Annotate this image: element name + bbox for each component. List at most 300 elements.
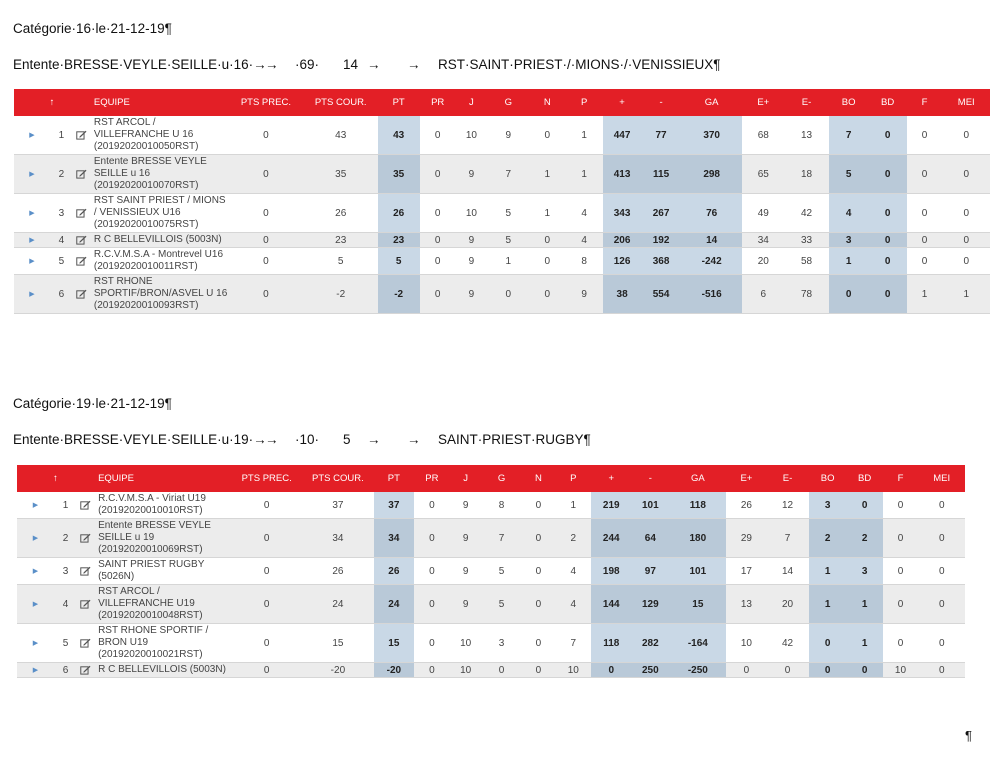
cell-ga: 15 [669, 585, 726, 624]
cell-team: RST ARCOL / VILLEFRANCHE U19 (20192020010048RST) [94, 585, 231, 624]
cell-team: R C BELLEVILLOIS (5003N) [90, 233, 228, 248]
cell-f: 10 [883, 663, 919, 678]
cell-bo: 0 [809, 624, 847, 663]
cell-g: 0 [481, 663, 521, 678]
match-home-team: Entente·BRESSE·VEYLE·SEILLE·u·19·→ [13, 432, 267, 447]
cell-g: 9 [487, 116, 529, 155]
cell-pts-prec: 0 [228, 248, 304, 275]
match-away-team: SAINT·PRIEST·RUGBY¶ [438, 432, 591, 447]
cell-ga: 298 [681, 155, 742, 194]
cell-pt: 34 [374, 519, 414, 558]
header-ga: GA [681, 89, 742, 116]
cell-bd: 3 [847, 558, 883, 585]
header-j: J [456, 89, 488, 116]
cell-minus: 115 [641, 155, 681, 194]
cell-bo: 0 [829, 275, 869, 314]
cell-p: 4 [565, 194, 603, 233]
table-row [14, 155, 990, 194]
header-pts-prec: PTS PREC. [231, 465, 302, 492]
match-arrow: → [407, 432, 421, 447]
cell-e-minus: 33 [784, 233, 828, 248]
cell-pr: 0 [420, 275, 456, 314]
cell-f: 0 [907, 155, 943, 194]
match-arrow: → [367, 57, 381, 72]
cell-pts-cour: 26 [302, 558, 374, 585]
match-arrow: → [367, 432, 381, 447]
cell-j: 9 [450, 585, 482, 624]
header-pts-prec: PTS PREC. [228, 89, 304, 116]
cell-mei: 0 [942, 116, 990, 155]
cell-e-plus: 26 [726, 492, 766, 519]
edit-icon[interactable] [77, 519, 94, 558]
cell-pt: 24 [374, 585, 414, 624]
cell-f: 0 [883, 519, 919, 558]
table-header-row [17, 465, 965, 492]
cell-f: 0 [907, 233, 943, 248]
cell-p: 4 [555, 558, 591, 585]
cell-p: 1 [555, 492, 591, 519]
paragraph-mark: ¶ [965, 728, 972, 743]
edit-icon[interactable] [77, 492, 94, 519]
cell-n: 0 [529, 233, 565, 248]
cell-pts-cour: 23 [304, 233, 378, 248]
header-j: J [450, 465, 482, 492]
cell-e-minus: 12 [766, 492, 808, 519]
cell-team: RST RHONE SPORTIF/BRON/ASVEL U 16 (20192020010093RST) [90, 275, 228, 314]
cell-j: 10 [450, 624, 482, 663]
match-away-team: RST·SAINT·PRIEST·/·MIONS·/·VENISSIEUX¶ [438, 57, 721, 72]
cell-bd: 0 [869, 248, 907, 275]
cell-team: Entente BRESSE VEYLE SEILLE u 16 (20192020010070RST) [90, 155, 228, 194]
cell-rank: 5 [54, 624, 77, 663]
cell-j: 9 [450, 492, 482, 519]
cell-bd: 2 [847, 519, 883, 558]
edit-icon[interactable] [73, 155, 90, 194]
cell-bo: 5 [829, 155, 869, 194]
table-row [14, 248, 990, 275]
cell-ga: -516 [681, 275, 742, 314]
cell-g: 5 [481, 585, 521, 624]
match-result-2 [13, 432, 773, 450]
header-plus: + [603, 89, 641, 116]
edit-icon[interactable] [77, 585, 94, 624]
cell-bd: 0 [869, 155, 907, 194]
cell-plus: 219 [591, 492, 631, 519]
header-e-minus: E- [784, 89, 828, 116]
header-pts-cour: PTS COUR. [302, 465, 374, 492]
cell-mei: 0 [942, 233, 990, 248]
cell-pr: 0 [420, 155, 456, 194]
cell-minus: 97 [631, 558, 669, 585]
header-f: F [883, 465, 919, 492]
cell-pr: 0 [414, 492, 450, 519]
cell-p: 8 [565, 248, 603, 275]
expand-arrow-icon[interactable]: ▶ [14, 155, 50, 194]
cell-minus: 101 [631, 492, 669, 519]
cell-plus: 447 [603, 116, 641, 155]
cell-ga: -250 [669, 663, 726, 678]
cell-ga: 76 [681, 194, 742, 233]
header-bo: BO [829, 89, 869, 116]
cell-p: 10 [555, 663, 591, 678]
cell-g: 5 [487, 233, 529, 248]
cell-pts-prec: 0 [231, 663, 302, 678]
cell-f: 1 [907, 275, 943, 314]
cell-e-minus: 78 [784, 275, 828, 314]
cell-bd: 0 [847, 663, 883, 678]
cell-j: 10 [456, 116, 488, 155]
cell-e-minus: 42 [784, 194, 828, 233]
cell-e-plus: 10 [726, 624, 766, 663]
cell-p: 4 [555, 585, 591, 624]
cell-minus: 368 [641, 248, 681, 275]
cell-g: 5 [487, 194, 529, 233]
cell-p: 9 [565, 275, 603, 314]
cell-e-plus: 49 [742, 194, 784, 233]
cell-f: 0 [907, 194, 943, 233]
cell-pr: 0 [414, 585, 450, 624]
edit-icon[interactable] [77, 624, 94, 663]
cell-e-minus: 18 [784, 155, 828, 194]
cell-p: 1 [565, 116, 603, 155]
cell-pt: -2 [378, 275, 420, 314]
cell-pt: 5 [378, 248, 420, 275]
cell-bo: 1 [809, 558, 847, 585]
cell-plus: 126 [603, 248, 641, 275]
cell-pts-prec: 0 [228, 275, 304, 314]
cell-e-minus: 7 [766, 519, 808, 558]
cell-e-minus: 0 [766, 663, 808, 678]
header-mei: MEI [942, 89, 990, 116]
cell-pr: 0 [420, 233, 456, 248]
table-row [17, 624, 965, 663]
cell-ga: 180 [669, 519, 726, 558]
cell-ga: 118 [669, 492, 726, 519]
cell-ga: -242 [681, 248, 742, 275]
header-e-plus: E+ [742, 89, 784, 116]
cell-f: 0 [883, 492, 919, 519]
header-g: G [481, 465, 521, 492]
table-row [14, 233, 990, 248]
cell-rank: 6 [50, 275, 73, 314]
cell-f: 0 [883, 624, 919, 663]
table-row [17, 519, 965, 558]
cell-e-minus: 20 [766, 585, 808, 624]
header-minus: - [631, 465, 669, 492]
table-row [17, 585, 965, 624]
cell-team: RST SAINT PRIEST / MIONS / VENISSIEUX U16 (20192020010075RST) [90, 194, 228, 233]
match-score-away: 14 [343, 57, 359, 72]
cell-pts-cour: 5 [304, 248, 378, 275]
expand-arrow-icon[interactable]: ▶ [17, 492, 54, 519]
cell-n: 0 [522, 624, 556, 663]
cell-bo: 3 [829, 233, 869, 248]
edit-icon[interactable] [73, 233, 90, 248]
cell-pts-prec: 0 [231, 558, 302, 585]
match-arrow: → [265, 57, 279, 72]
match-score-home: ·69· [295, 57, 320, 72]
match-score-home: ·10· [295, 432, 320, 447]
cell-pts-cour: 15 [302, 624, 374, 663]
cell-team: R.C.V.M.S.A - Viriat U19 (20192020010010RST) [94, 492, 231, 519]
cell-team: SAINT PRIEST RUGBY (5026N) [94, 558, 231, 585]
table-row [17, 558, 965, 585]
cell-bd: 0 [869, 275, 907, 314]
cell-pt: 26 [378, 194, 420, 233]
cell-pts-cour: 35 [304, 155, 378, 194]
table-row [14, 194, 990, 233]
cell-rank: 4 [54, 585, 77, 624]
cell-pt: 37 [374, 492, 414, 519]
header-pt: PT [374, 465, 414, 492]
header-bd: BD [869, 89, 907, 116]
cell-mei: 0 [942, 155, 990, 194]
cell-j: 9 [450, 519, 482, 558]
cell-team: RST RHONE SPORTIF / BRON U19 (20192020010021RST) [94, 624, 231, 663]
edit-icon[interactable] [73, 194, 90, 233]
header-p: P [555, 465, 591, 492]
cell-j: 9 [456, 248, 488, 275]
expand-arrow-icon[interactable]: ▶ [14, 248, 50, 275]
cell-g: 5 [481, 558, 521, 585]
cell-mei: 1 [942, 275, 990, 314]
cell-pr: 0 [420, 194, 456, 233]
cell-e-plus: 65 [742, 155, 784, 194]
cell-pts-cour: 37 [302, 492, 374, 519]
header-f: F [907, 89, 943, 116]
cell-e-plus: 6 [742, 275, 784, 314]
cell-rank: 2 [50, 155, 73, 194]
edit-icon[interactable] [77, 558, 94, 585]
table-header-row [14, 89, 990, 116]
cell-n: 0 [529, 116, 565, 155]
cell-bo: 4 [829, 194, 869, 233]
standings-table-u19 [17, 465, 965, 678]
expand-arrow-icon[interactable]: ▶ [14, 116, 50, 155]
header-team: EQUIPE [94, 465, 231, 492]
cell-team: Entente BRESSE VEYLE SEILLE u 19 (20192020010069RST) [94, 519, 231, 558]
table-row [14, 275, 990, 314]
cell-pts-prec: 0 [231, 492, 302, 519]
edit-icon[interactable] [73, 116, 90, 155]
table-row [17, 492, 965, 519]
cell-pr: 0 [414, 519, 450, 558]
cell-pt: 23 [378, 233, 420, 248]
header-n: N [529, 89, 565, 116]
cell-j: 10 [450, 663, 482, 678]
cell-e-minus: 58 [784, 248, 828, 275]
cell-pts-prec: 0 [231, 624, 302, 663]
header-p: P [565, 89, 603, 116]
category-heading-1: Catégorie·16·le·21-12-19¶ [13, 21, 172, 36]
header-ga: GA [669, 465, 726, 492]
header-e-plus: E+ [726, 465, 766, 492]
edit-icon[interactable] [73, 248, 90, 275]
expand-arrow-icon[interactable]: ▶ [17, 663, 54, 678]
cell-pts-prec: 0 [228, 116, 304, 155]
cell-team: RST ARCOL / VILLEFRANCHE U 16 (20192020010050RST) [90, 116, 228, 155]
cell-minus: 192 [641, 233, 681, 248]
cell-bo: 3 [809, 492, 847, 519]
header-sort[interactable]: ↑ [14, 89, 90, 116]
cell-mei: 0 [918, 585, 965, 624]
cell-p: 1 [565, 155, 603, 194]
header-g: G [487, 89, 529, 116]
expand-arrow-icon[interactable]: ▶ [14, 194, 50, 233]
cell-mei: 0 [918, 519, 965, 558]
cell-p: 2 [555, 519, 591, 558]
cell-pts-prec: 0 [228, 233, 304, 248]
expand-arrow-icon[interactable]: ▶ [17, 519, 54, 558]
cell-bd: 0 [869, 116, 907, 155]
cell-rank: 1 [50, 116, 73, 155]
cell-e-plus: 29 [726, 519, 766, 558]
header-sort[interactable]: ↑ [17, 465, 94, 492]
cell-n: 0 [522, 558, 556, 585]
cell-j: 10 [456, 194, 488, 233]
cell-n: 0 [522, 585, 556, 624]
cell-bo: 1 [829, 248, 869, 275]
match-arrow: → [265, 432, 279, 447]
cell-pr: 0 [414, 663, 450, 678]
cell-pt: 35 [378, 155, 420, 194]
match-arrow: → [407, 57, 421, 72]
header-mei: MEI [918, 465, 965, 492]
cell-e-plus: 0 [726, 663, 766, 678]
expand-arrow-icon[interactable]: ▶ [17, 624, 54, 663]
cell-g: 7 [487, 155, 529, 194]
header-team: EQUIPE [90, 89, 228, 116]
cell-plus: 413 [603, 155, 641, 194]
cell-pts-prec: 0 [231, 519, 302, 558]
cell-n: 0 [529, 248, 565, 275]
table-row [17, 663, 965, 678]
cell-f: 0 [907, 116, 943, 155]
expand-arrow-icon[interactable]: ▶ [17, 558, 54, 585]
cell-pt: 15 [374, 624, 414, 663]
cell-mei: 0 [918, 558, 965, 585]
cell-plus: 206 [603, 233, 641, 248]
cell-rank: 2 [54, 519, 77, 558]
cell-bd: 0 [847, 492, 883, 519]
expand-arrow-icon[interactable]: ▶ [17, 585, 54, 624]
expand-arrow-icon[interactable]: ▶ [14, 275, 50, 314]
match-result-1 [13, 57, 773, 75]
cell-bd: 0 [869, 233, 907, 248]
cell-pts-cour: 26 [304, 194, 378, 233]
cell-p: 7 [555, 624, 591, 663]
cell-g: 0 [487, 275, 529, 314]
cell-j: 9 [450, 558, 482, 585]
cell-pts-cour: -2 [304, 275, 378, 314]
cell-pt: -20 [374, 663, 414, 678]
standings-table-u16 [14, 89, 990, 314]
cell-plus: 343 [603, 194, 641, 233]
header-plus: + [591, 465, 631, 492]
cell-plus: 38 [603, 275, 641, 314]
cell-g: 8 [481, 492, 521, 519]
cell-pr: 0 [414, 624, 450, 663]
header-pt: PT [378, 89, 420, 116]
cell-pr: 0 [420, 248, 456, 275]
cell-n: 0 [522, 663, 556, 678]
cell-minus: 129 [631, 585, 669, 624]
cell-e-plus: 20 [742, 248, 784, 275]
category-heading-2: Catégorie·19·le·21-12-19¶ [13, 396, 172, 411]
cell-rank: 1 [54, 492, 77, 519]
cell-mei: 0 [918, 492, 965, 519]
cell-pts-cour: 24 [302, 585, 374, 624]
expand-arrow-icon[interactable]: ▶ [14, 233, 50, 248]
cell-mei: 0 [918, 624, 965, 663]
cell-bo: 0 [809, 663, 847, 678]
cell-rank: 4 [50, 233, 73, 248]
cell-pts-prec: 0 [228, 155, 304, 194]
cell-rank: 6 [54, 663, 77, 678]
cell-bd: 1 [847, 624, 883, 663]
edit-icon[interactable] [77, 663, 94, 678]
cell-pts-prec: 0 [228, 194, 304, 233]
cell-pts-cour: 43 [304, 116, 378, 155]
cell-g: 7 [481, 519, 521, 558]
cell-ga: 370 [681, 116, 742, 155]
cell-rank: 3 [54, 558, 77, 585]
header-bo: BO [809, 465, 847, 492]
cell-e-plus: 13 [726, 585, 766, 624]
cell-plus: 198 [591, 558, 631, 585]
cell-team: R C BELLEVILLOIS (5003N) [94, 663, 231, 678]
cell-minus: 282 [631, 624, 669, 663]
cell-e-minus: 14 [766, 558, 808, 585]
cell-minus: 554 [641, 275, 681, 314]
cell-n: 0 [529, 275, 565, 314]
header-e-minus: E- [766, 465, 808, 492]
header-pr: PR [420, 89, 456, 116]
header-n: N [522, 465, 556, 492]
cell-mei: 0 [918, 663, 965, 678]
cell-plus: 144 [591, 585, 631, 624]
cell-e-plus: 68 [742, 116, 784, 155]
cell-rank: 3 [50, 194, 73, 233]
cell-f: 0 [883, 558, 919, 585]
cell-bo: 7 [829, 116, 869, 155]
cell-e-minus: 42 [766, 624, 808, 663]
match-home-team: Entente·BRESSE·VEYLE·SEILLE·u·16·→ [13, 57, 267, 72]
cell-ga: -164 [669, 624, 726, 663]
edit-icon[interactable] [73, 275, 90, 314]
cell-plus: 0 [591, 663, 631, 678]
header-minus: - [641, 89, 681, 116]
cell-bo: 2 [809, 519, 847, 558]
header-pts-cour: PTS COUR. [304, 89, 378, 116]
cell-pr: 0 [414, 558, 450, 585]
table-row [14, 116, 990, 155]
match-score-away: 5 [343, 432, 351, 447]
cell-team: R.C.V.M.S.A - Montrevel U16 (20192020010011RST) [90, 248, 228, 275]
cell-e-plus: 17 [726, 558, 766, 585]
cell-bd: 0 [869, 194, 907, 233]
cell-minus: 77 [641, 116, 681, 155]
cell-bo: 1 [809, 585, 847, 624]
cell-n: 1 [529, 155, 565, 194]
cell-g: 3 [481, 624, 521, 663]
cell-j: 9 [456, 155, 488, 194]
cell-g: 1 [487, 248, 529, 275]
cell-rank: 5 [50, 248, 73, 275]
cell-bd: 1 [847, 585, 883, 624]
cell-pts-cour: 34 [302, 519, 374, 558]
cell-pt: 43 [378, 116, 420, 155]
